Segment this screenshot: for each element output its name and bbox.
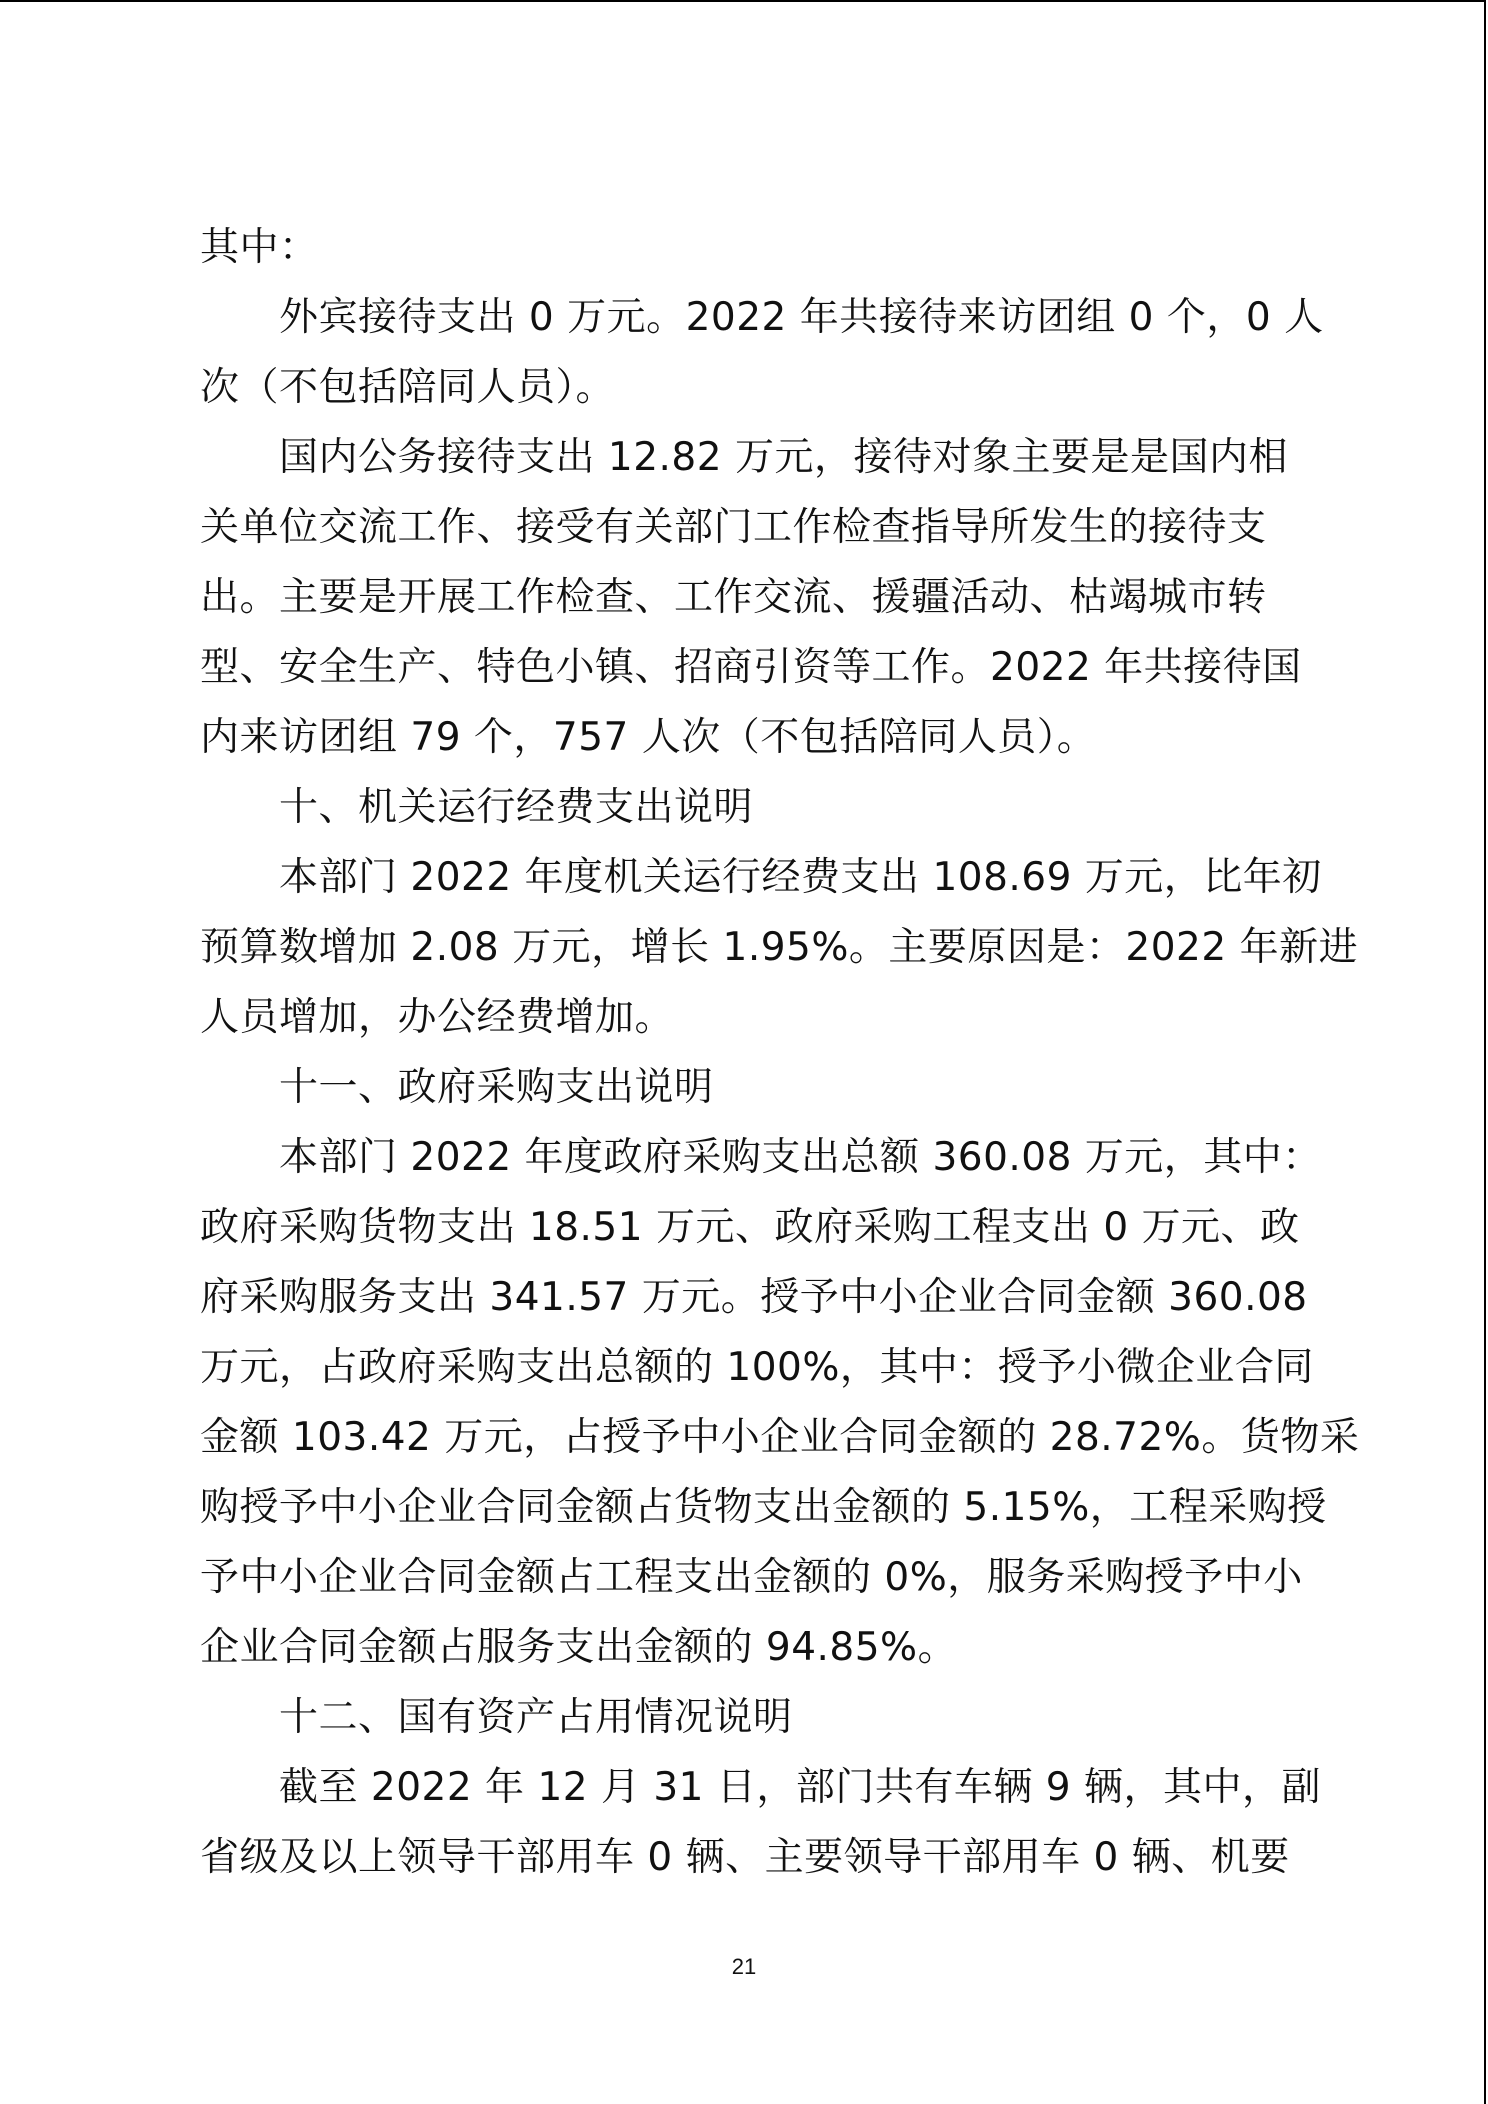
text-line: 其中：: [200, 225, 319, 270]
text-line: 型、安全生产、特色小镇、招商引资等工作。2022 年共接待国: [200, 645, 1302, 690]
page-number: 21: [731, 1954, 757, 1979]
text-line: 关单位交流工作、接受有关部门工作检查指导所发生的接待支: [200, 505, 1267, 550]
text-line: 金额 103.42 万元，占授予中小企业合同金额的 28.72%。货物采: [200, 1415, 1360, 1460]
text-line: 十、机关运行经费支出说明: [279, 785, 754, 830]
text-line: 次（不包括陪同人员）。: [200, 365, 616, 410]
text-line: 预算数增加 2.08 万元，增长 1.95%。主要原因是：2022 年新进: [200, 925, 1359, 970]
text-line: 企业合同金额占服务支出金额的 94.85%。: [200, 1625, 958, 1670]
text-line: 国内公务接待支出 12.82 万元，接待对象主要是是国内相: [279, 435, 1288, 480]
text-line: 本部门 2022 年度机关运行经费支出 108.69 万元，比年初: [279, 855, 1322, 900]
text-line: 十二、国有资产占用情况说明: [279, 1695, 793, 1740]
text-line: 政府采购货物支出 18.51 万元、政府采购工程支出 0 万元、政: [200, 1205, 1300, 1250]
text-line: 十一、政府采购支出说明: [279, 1065, 714, 1110]
text-line: 省级及以上领导干部用车 0 辆、主要领导干部用车 0 辆、机要: [200, 1835, 1290, 1880]
text-line: 购授予中小企业合同金额占货物支出金额的 5.15%，工程采购授: [200, 1485, 1327, 1530]
text-line: 本部门 2022 年度政府采购支出总额 360.08 万元，其中：: [279, 1135, 1322, 1180]
text-line: 内来访团组 79 个，757 人次（不包括陪同人员）。: [200, 715, 1097, 760]
text-line: 予中小企业合同金额占工程支出金额的 0%，服务采购授予中小: [200, 1555, 1303, 1600]
text-line: 府采购服务支出 341.57 万元。授予中小企业合同金额 360.08: [200, 1275, 1308, 1320]
text-line: 截至 2022 年 12 月 31 日，部门共有车辆 9 辆，其中，副: [279, 1765, 1321, 1810]
text-line: 万元，占政府采购支出总额的 100%，其中：授予小微企业合同: [200, 1345, 1314, 1390]
text-line: 外宾接待支出 0 万元。2022 年共接待来访团组 0 个，0 人: [279, 295, 1324, 340]
text-line: 出。主要是开展工作检查、工作交流、援疆活动、枯竭城市转: [200, 575, 1267, 620]
document-body: [200, 213, 1360, 1893]
text-line: 人员增加，办公经费增加。: [200, 995, 675, 1040]
